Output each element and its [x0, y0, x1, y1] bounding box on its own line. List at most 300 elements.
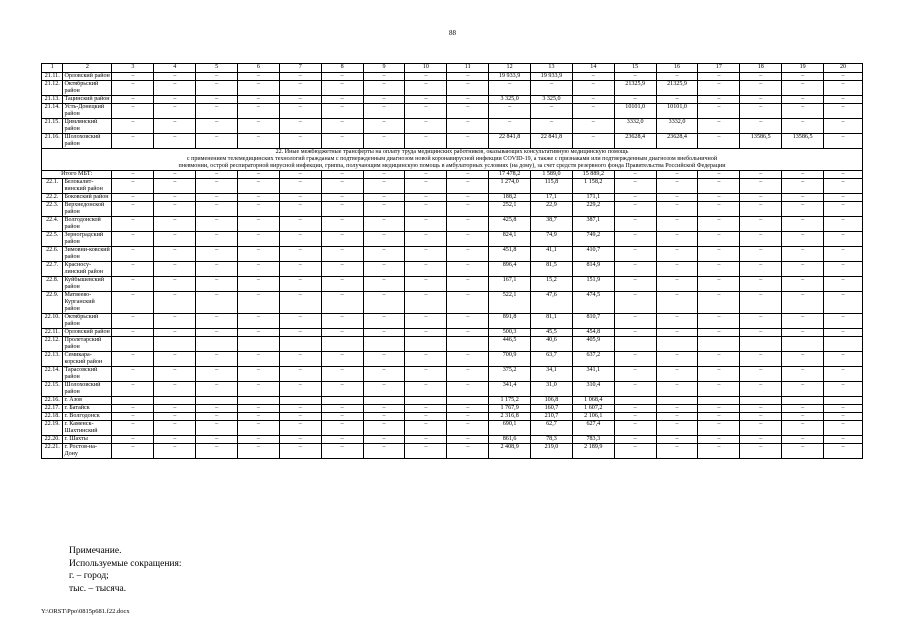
value-cell: – [782, 413, 824, 421]
value-cell: – [321, 104, 363, 119]
value-cell: – [656, 232, 698, 247]
value-cell: – [824, 104, 863, 119]
value-cell: – [154, 232, 196, 247]
value-cell: – [824, 292, 863, 314]
value-cell: – [196, 367, 238, 382]
value-cell: – [824, 202, 863, 217]
value-cell: – [489, 81, 531, 96]
row-name: Цимлянский район [63, 119, 112, 134]
value-cell: 749,2 [572, 232, 614, 247]
value-cell: – [154, 413, 196, 421]
value-cell: – [154, 96, 196, 104]
value-cell: 19 933,9 [531, 73, 573, 81]
row-number: 22.19. [42, 421, 63, 436]
value-cell: – [363, 194, 405, 202]
value-cell [321, 337, 363, 352]
row-name: Белокалит-винский район [63, 179, 112, 194]
value-cell: – [740, 262, 782, 277]
value-cell: – [238, 314, 280, 329]
page-number: 88 [449, 29, 456, 37]
value-cell: – [196, 314, 238, 329]
value-cell: 1 607,2 [572, 405, 614, 413]
value-cell: – [447, 96, 489, 104]
value-cell [405, 337, 447, 352]
value-cell: – [154, 81, 196, 96]
value-cell: – [321, 247, 363, 262]
table-row [42, 277, 863, 292]
value-cell: – [196, 352, 238, 367]
value-cell: 115,8 [531, 179, 573, 194]
value-cell: 34,1 [531, 367, 573, 382]
value-cell: – [824, 382, 863, 397]
table-row [42, 436, 863, 444]
value-cell: – [363, 119, 405, 134]
value-cell: – [321, 119, 363, 134]
value-cell: – [238, 73, 280, 81]
value-cell: – [321, 413, 363, 421]
value-cell [740, 397, 782, 405]
value-cell: – [824, 232, 863, 247]
row-number: 21.15. [42, 119, 63, 134]
value-cell: – [782, 382, 824, 397]
value-cell: – [238, 352, 280, 367]
value-cell: 40,6 [531, 337, 573, 352]
value-cell: – [740, 382, 782, 397]
value-cell: – [405, 194, 447, 202]
value-cell: – [238, 247, 280, 262]
value-cell: – [614, 314, 656, 329]
value-cell: – [698, 104, 740, 119]
total-label: Итого МБТ: [42, 171, 112, 179]
value-cell: – [656, 382, 698, 397]
value-cell: 810,7 [572, 314, 614, 329]
value-cell: – [363, 444, 405, 459]
value-cell: – [196, 329, 238, 337]
value-cell: – [740, 247, 782, 262]
column-number-cell: 20 [824, 64, 863, 73]
value-cell: – [656, 96, 698, 104]
notes-block [69, 545, 182, 595]
value-cell: – [196, 171, 238, 179]
value-cell: – [196, 81, 238, 96]
value-cell: – [112, 292, 154, 314]
value-cell: – [363, 247, 405, 262]
value-cell [740, 337, 782, 352]
value-cell: – [824, 96, 863, 104]
value-cell: – [698, 436, 740, 444]
value-cell: – [447, 119, 489, 134]
value-cell: – [698, 119, 740, 134]
value-cell: – [405, 171, 447, 179]
value-cell: – [447, 171, 489, 179]
row-number: 22.14. [42, 367, 63, 382]
value-cell: 17,1 [531, 194, 573, 202]
value-cell: 2 316,8 [489, 413, 531, 421]
value-cell: – [824, 194, 863, 202]
value-cell: 38,7 [531, 217, 573, 232]
value-cell: – [363, 436, 405, 444]
value-cell: – [154, 202, 196, 217]
value-cell: – [656, 194, 698, 202]
note-abbrev-thousand: тыс. – тысяча. [69, 583, 127, 594]
value-cell: – [238, 292, 280, 314]
value-cell: – [782, 314, 824, 329]
value-cell: 63,7 [531, 352, 573, 367]
value-cell: – [614, 292, 656, 314]
table-row [42, 444, 863, 459]
value-cell: 1 158,2 [572, 179, 614, 194]
value-cell: – [196, 217, 238, 232]
section-title-row [42, 149, 863, 171]
value-cell: – [321, 405, 363, 413]
value-cell: 188,2 [489, 194, 531, 202]
row-number: 22.4. [42, 217, 63, 232]
value-cell: – [405, 382, 447, 397]
row-name: Боковский район [63, 194, 112, 202]
value-cell: – [656, 292, 698, 314]
value-cell: – [740, 329, 782, 337]
value-cell: – [698, 277, 740, 292]
value-cell: – [154, 104, 196, 119]
value-cell: – [740, 413, 782, 421]
value-cell: – [112, 217, 154, 232]
row-name: Тацинский район [63, 96, 112, 104]
value-cell: – [405, 329, 447, 337]
value-cell: – [656, 247, 698, 262]
value-cell: 1 068,4 [572, 397, 614, 405]
value-cell: 171,1 [572, 194, 614, 202]
value-cell: – [614, 405, 656, 413]
value-cell [238, 397, 280, 405]
row-number: 22.11. [42, 329, 63, 337]
value-cell [196, 397, 238, 405]
value-cell: 3 325,0 [531, 96, 573, 104]
row-number: 22.18. [42, 413, 63, 421]
value-cell: 1 767,9 [489, 405, 531, 413]
value-cell: – [740, 96, 782, 104]
value-cell: – [112, 247, 154, 262]
value-cell: – [447, 329, 489, 337]
value-cell: – [698, 352, 740, 367]
value-cell: – [740, 352, 782, 367]
value-cell: – [196, 382, 238, 397]
row-name: г. Волгодонск [63, 413, 112, 421]
value-cell: – [405, 179, 447, 194]
value-cell: – [321, 436, 363, 444]
value-cell: – [824, 73, 863, 81]
value-cell: – [740, 217, 782, 232]
value-cell: 451,8 [489, 247, 531, 262]
value-cell: – [614, 436, 656, 444]
value-cell: – [112, 179, 154, 194]
value-cell: – [154, 367, 196, 382]
column-number-cell: 19 [782, 64, 824, 73]
value-cell: – [614, 413, 656, 421]
value-cell: – [279, 119, 321, 134]
value-cell: – [614, 262, 656, 277]
value-cell: – [782, 81, 824, 96]
value-cell: – [614, 277, 656, 292]
section-title [42, 149, 863, 171]
value-cell: – [698, 367, 740, 382]
row-name: Тарасовский район [63, 367, 112, 382]
row-number: 22.15. [42, 382, 63, 397]
value-cell [782, 397, 824, 405]
table-row [42, 232, 863, 247]
value-cell: 861,6 [489, 436, 531, 444]
row-name: Красносу-линский район [63, 262, 112, 277]
row-number: 22.6. [42, 247, 63, 262]
section-title-line: пневмонии, острой респираторной вирусной инфекции, гриппа, получающим медицинскую помощь в амбулаторных условиях (на дому), за счет средств резервного фонда Правительства Российской Федерации [178, 163, 726, 169]
value-cell: – [279, 444, 321, 459]
value-cell: – [740, 232, 782, 247]
value-cell: – [572, 134, 614, 149]
table-row [42, 134, 863, 149]
value-cell: – [238, 329, 280, 337]
table-row [42, 405, 863, 413]
value-cell: – [321, 382, 363, 397]
value-cell: – [740, 421, 782, 436]
value-cell: – [112, 444, 154, 459]
value-cell: 1 175,2 [489, 397, 531, 405]
column-number-cell: 10 [405, 64, 447, 73]
value-cell: – [196, 179, 238, 194]
value-cell: – [196, 277, 238, 292]
value-cell: – [656, 413, 698, 421]
value-cell: – [740, 194, 782, 202]
value-cell: – [447, 367, 489, 382]
value-cell: – [782, 405, 824, 413]
value-cell: – [447, 444, 489, 459]
value-cell: – [196, 202, 238, 217]
value-cell: – [279, 413, 321, 421]
value-cell: – [238, 104, 280, 119]
value-cell: – [279, 81, 321, 96]
value-cell: – [363, 134, 405, 149]
value-cell: – [656, 202, 698, 217]
value-cell: 425,8 [489, 217, 531, 232]
value-cell: – [238, 96, 280, 104]
value-cell: 81,1 [531, 314, 573, 329]
value-cell: – [321, 194, 363, 202]
column-number-cell: 8 [321, 64, 363, 73]
value-cell: – [782, 329, 824, 337]
table-row [42, 337, 863, 352]
value-cell: 74,9 [531, 232, 573, 247]
value-cell: – [447, 232, 489, 247]
value-cell: – [698, 171, 740, 179]
value-cell: – [614, 382, 656, 397]
table-row [42, 314, 863, 329]
value-cell: 341,4 [489, 382, 531, 397]
note-abbrev-city: г. – город; [69, 571, 109, 581]
value-cell: – [698, 202, 740, 217]
value-cell: – [363, 104, 405, 119]
value-cell: – [154, 194, 196, 202]
value-cell: – [279, 96, 321, 104]
value-cell: – [656, 262, 698, 277]
value-cell: – [238, 262, 280, 277]
value-cell: – [447, 352, 489, 367]
column-number-cell: 7 [279, 64, 321, 73]
value-cell: – [279, 247, 321, 262]
column-number-cell: 16 [656, 64, 698, 73]
value-cell: – [698, 81, 740, 96]
value-cell: – [698, 232, 740, 247]
value-cell: – [447, 421, 489, 436]
table-row [42, 367, 863, 382]
row-number: 22.2. [42, 194, 63, 202]
value-cell: – [405, 405, 447, 413]
row-number: 22.16. [42, 397, 63, 405]
value-cell: – [656, 314, 698, 329]
value-cell: 21325,9 [656, 81, 698, 96]
value-cell: – [782, 421, 824, 436]
value-cell: 10101,0 [656, 104, 698, 119]
value-cell: – [363, 217, 405, 232]
value-cell: – [782, 436, 824, 444]
value-cell: – [405, 352, 447, 367]
value-cell: 15 889,2 [572, 171, 614, 179]
value-cell: – [154, 444, 196, 459]
value-cell: 210,7 [531, 413, 573, 421]
value-cell: – [614, 179, 656, 194]
value-cell: – [447, 179, 489, 194]
value-cell: – [238, 444, 280, 459]
value-cell: 167,1 [489, 277, 531, 292]
value-cell: – [112, 262, 154, 277]
value-cell: – [698, 179, 740, 194]
row-number: 22.5. [42, 232, 63, 247]
column-number-cell: 11 [447, 64, 489, 73]
value-cell: – [279, 134, 321, 149]
value-cell: – [154, 119, 196, 134]
value-cell: – [824, 81, 863, 96]
value-cell: – [196, 232, 238, 247]
value-cell: – [656, 217, 698, 232]
value-cell: 500,3 [489, 329, 531, 337]
value-cell: 690,1 [489, 421, 531, 436]
value-cell: – [698, 217, 740, 232]
value-cell: – [782, 247, 824, 262]
value-cell: – [740, 277, 782, 292]
value-cell: 15,2 [531, 277, 573, 292]
row-name: Зимовни-ковский район [63, 247, 112, 262]
value-cell: – [279, 73, 321, 81]
value-cell: – [782, 217, 824, 232]
value-cell: – [363, 73, 405, 81]
value-cell: – [782, 367, 824, 382]
value-cell: 627,4 [572, 421, 614, 436]
value-cell: 446,5 [489, 337, 531, 352]
value-cell: – [196, 405, 238, 413]
value-cell: – [531, 104, 573, 119]
value-cell: – [112, 134, 154, 149]
value-cell: – [782, 444, 824, 459]
value-cell: 896,4 [489, 262, 531, 277]
value-cell: – [782, 194, 824, 202]
table-row [42, 73, 863, 81]
value-cell: – [614, 247, 656, 262]
value-cell: – [656, 436, 698, 444]
value-cell: – [405, 119, 447, 134]
value-cell: – [154, 421, 196, 436]
value-cell: 474,5 [572, 292, 614, 314]
table-row [42, 96, 863, 104]
value-cell: – [782, 171, 824, 179]
value-cell: – [572, 119, 614, 134]
value-cell: – [698, 382, 740, 397]
value-cell [154, 337, 196, 352]
value-cell: – [740, 104, 782, 119]
table-row [42, 247, 863, 262]
value-cell: – [321, 262, 363, 277]
value-cell: – [824, 314, 863, 329]
value-cell: 31,0 [531, 382, 573, 397]
table-row [42, 202, 863, 217]
value-cell: – [614, 202, 656, 217]
row-name: Октябрьский район [63, 314, 112, 329]
value-cell: – [824, 179, 863, 194]
value-cell: 252,1 [489, 202, 531, 217]
value-cell: – [740, 81, 782, 96]
table-row [42, 104, 863, 119]
table-row [42, 397, 863, 405]
value-cell: – [238, 119, 280, 134]
value-cell: – [154, 382, 196, 397]
value-cell [824, 397, 863, 405]
value-cell: – [782, 96, 824, 104]
table-row [42, 194, 863, 202]
value-cell: – [321, 232, 363, 247]
row-name: Орловский район [63, 73, 112, 81]
value-cell: – [238, 232, 280, 247]
value-cell: 1 589,0 [531, 171, 573, 179]
value-cell: – [363, 314, 405, 329]
value-cell: 3332,0 [614, 119, 656, 134]
value-cell: – [279, 436, 321, 444]
value-cell [447, 397, 489, 405]
value-cell: – [782, 232, 824, 247]
value-cell: – [238, 436, 280, 444]
value-cell: 22 841,8 [489, 134, 531, 149]
value-cell: – [740, 119, 782, 134]
value-cell: – [112, 96, 154, 104]
value-cell: 375,2 [489, 367, 531, 382]
value-cell: 219,0 [531, 444, 573, 459]
value-cell: – [279, 179, 321, 194]
value-cell: – [154, 277, 196, 292]
row-name: г. Азов [63, 397, 112, 405]
column-number-cell: 6 [238, 64, 280, 73]
value-cell: – [614, 96, 656, 104]
value-cell: – [154, 134, 196, 149]
value-cell: 814,9 [572, 262, 614, 277]
value-cell: – [447, 194, 489, 202]
value-cell: – [405, 277, 447, 292]
value-cell [321, 397, 363, 405]
row-name: Зерноградский район [63, 232, 112, 247]
table-row [42, 413, 863, 421]
value-cell: – [363, 179, 405, 194]
table-row [42, 421, 863, 436]
column-number-cell: 2 [63, 64, 112, 73]
value-cell: 45,5 [531, 329, 573, 337]
total-row [42, 171, 863, 179]
value-cell: – [279, 421, 321, 436]
value-cell: – [740, 314, 782, 329]
value-cell: – [363, 277, 405, 292]
